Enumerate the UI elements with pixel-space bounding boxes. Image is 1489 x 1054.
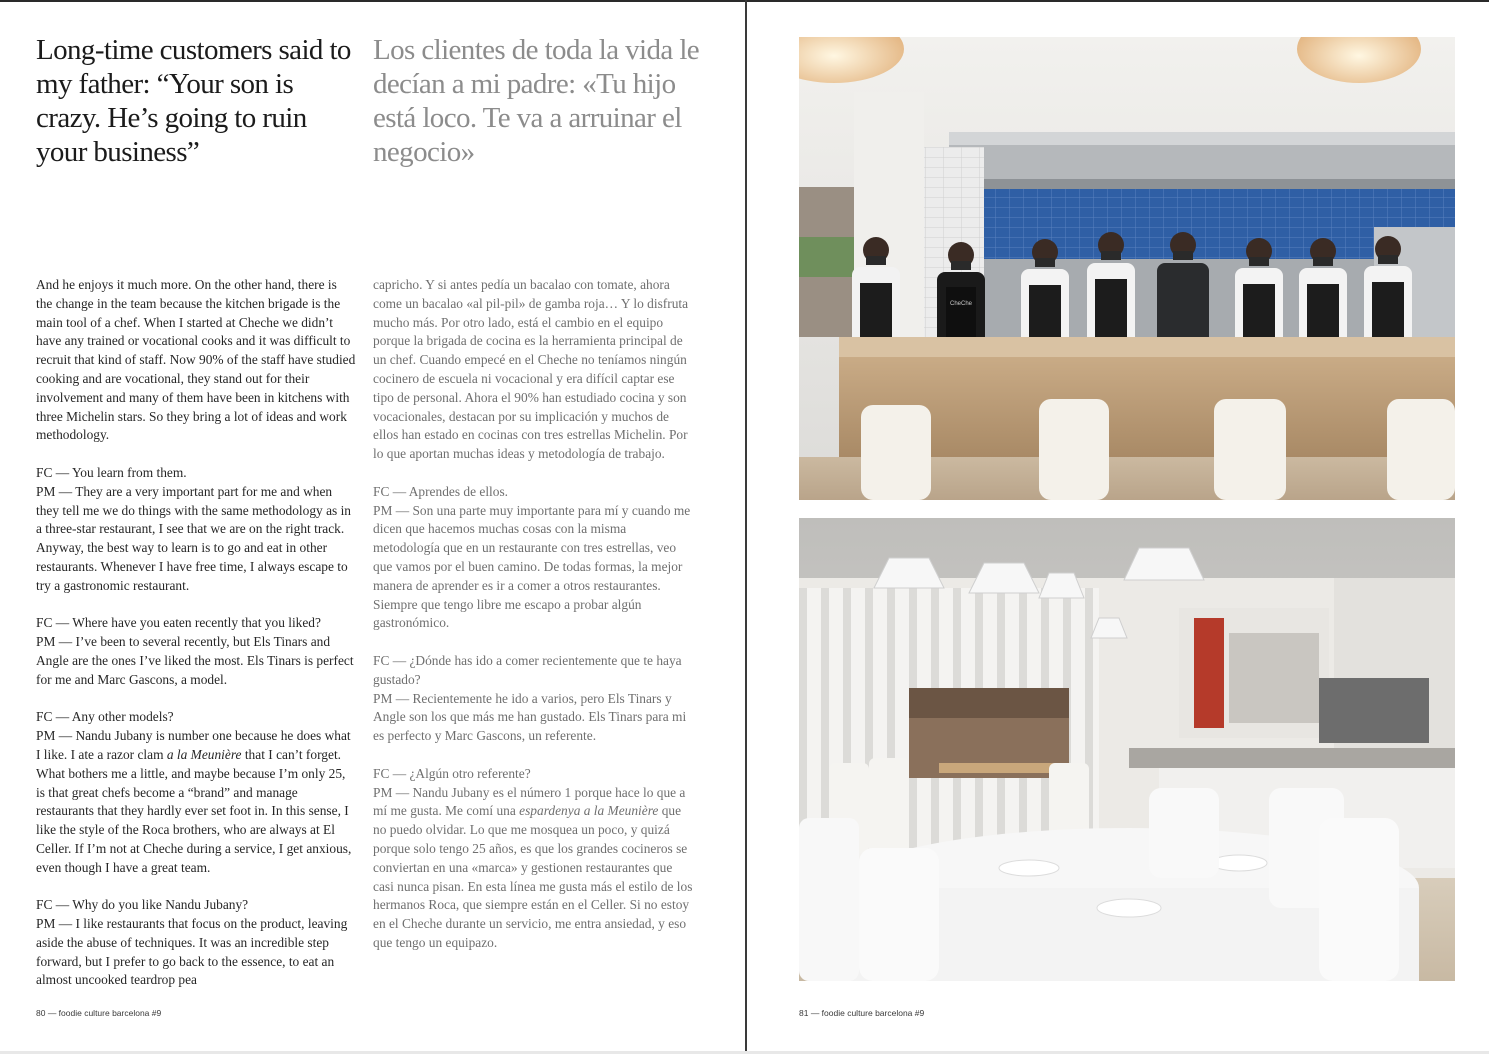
spanish-column bbox=[373, 276, 693, 953]
spanish-question: FC — ¿Algún otro referente? bbox=[373, 765, 531, 781]
spanish-question: FC — Aprendes de ellos. bbox=[373, 483, 509, 499]
spanish-question: FC — ¿Dónde has ido a comer recientemente que te haya gustado? bbox=[373, 652, 682, 687]
english-answer: PM — They are a very important part for me and when they tell me we do things with the same methodology as in a three-star restaurant, I see that we are on the right track. Anyway, the best way to learn is to go and eat in other restaurants. Whenever I have free time, I always escape to try a gastronomic restaurant. bbox=[36, 483, 352, 593]
kitchen-team-photo bbox=[799, 37, 1455, 500]
english-answer: PM — I like restaurants that focus on the product, leaving aside the abuse of techniques. It was an incredible step forward, but I prefer to go back to the essence, to eat an almost uncooked teardrop pea bbox=[36, 916, 348, 988]
page-folio-left: 80 — foodie culture barcelona #9 bbox=[36, 1008, 162, 1018]
dining-room-photo bbox=[799, 518, 1455, 981]
english-paragraph: And he enjoys it much more. On the other hand, there is the change in the team because the kitchen brigade is the main tool of a chef. When I started at Cheche we didn’t have any trained or vocational cooks and it was difficult to recruit that kind of staff. Now 90% of the staff have studied cooking and are vocational, they stand out for their involvement and many of them have been in kitchens with three Michelin stars. So they bring a lot of ideas and work methodology. bbox=[36, 277, 356, 443]
answer-text: PM — Nandu Jubany es el número 1 porque hace lo que a mí me gusta. Me comí una bbox=[373, 784, 686, 819]
spanish-paragraph: capricho. Y si antes pedía un bacalao con tomate, ahora come un bacalao «al pil-pil» de gamba roja… Y lo disfruta mucho más. Por otro lado, está el cambio en el equipo porque la brigada de cocina es la herramienta principal de un chef. Cuando empecé en el Cheche no teníamos ningún cocinero de escuela ni vocacional y era difícil captar ese tipo de personal. Ahora el 90% han estudiado cocina y son vocacionales, destacan por su implicación y muchos de ellos han estado en cocinas con tres estrellas Michelin. Por lo que aportan muchas ideas y metodología de trabajo. bbox=[373, 277, 689, 462]
answer-text: que no puedo olvidar. Lo que me mosquea un poco, y quizá porque solo tengo 25 años, es que los grandes cocineros se conviertan en una «marca» y gestionen restaurantes que casi nunca pisan. En esta línea me gusta más el estilo de los hermanos Roca, que siempre están en el Celler. Si no estoy en el Cheche durante un servicio, me entra ansiedad, y eso que tengo un equipazo. bbox=[373, 803, 693, 950]
dish-name-italic: a la Meunière bbox=[166, 746, 242, 762]
spanish-answer: PM — Recientemente he ido a varios, pero Els Tinars y Angle son los que más me han gustado. Els Tinars para mi es perfecto y Marc Gascons, un referente. bbox=[373, 690, 687, 744]
english-question: FC — Any other models? bbox=[36, 709, 174, 725]
english-question: FC — Where have you eaten recently that you liked? bbox=[36, 615, 321, 631]
pullquote-spanish: Los clientes de toda la vida le decían a mi padre: «Tu hijo está loco. Te va a arruinar el negocio» bbox=[373, 34, 700, 168]
english-answer: PM — I’ve been to several recently, but Els Tinars and Angle are the ones I’ve liked the most. Els Tinars is perfect for me and Marc Gascons, a model. bbox=[36, 634, 354, 687]
english-column bbox=[36, 276, 356, 990]
english-question: FC — Why do you like Nandu Jubany? bbox=[36, 897, 249, 913]
answer-text: PM — Nandu Jubany is number one because he does what I like. I ate a razor clam bbox=[36, 728, 351, 762]
answer-text: that I can’t forget. What bothers me a little, and maybe because I’m only 25, is that great chefs become a “brand” and manage restaurants that they hardly ever set foot in. In this sense, I like the style of the Roca brothers, who are always at El Celler. If I’m not at Cheche during a service, I get anxious, even though I have a great team. bbox=[36, 746, 352, 875]
spanish-answer: PM — Son una parte muy importante para mí y cuando me dicen que hacemos muchas cosas con la misma metodología que en un restaurante con tres estrellas, veo que vamos por el buen camino. De todas formas, la mejor manera de aprender es ir a comer a otros restaurantes. Siempre que tengo libre me escapo a probar algún gastronómico. bbox=[373, 502, 691, 631]
english-question: FC — You learn from them. bbox=[36, 464, 187, 480]
pullquote-english: Long-time customers said to my father: “Your son is crazy. He’s going to ruin your business” bbox=[36, 34, 351, 168]
english-answer bbox=[36, 727, 356, 877]
dish-name-italic: espardenya a la Meunière bbox=[519, 803, 659, 819]
spanish-answer bbox=[373, 784, 693, 953]
page-spine bbox=[745, 0, 747, 1054]
apron-logo: CheChe bbox=[949, 301, 973, 307]
page-folio-right: 81 — foodie culture barcelona #9 bbox=[799, 1008, 925, 1018]
